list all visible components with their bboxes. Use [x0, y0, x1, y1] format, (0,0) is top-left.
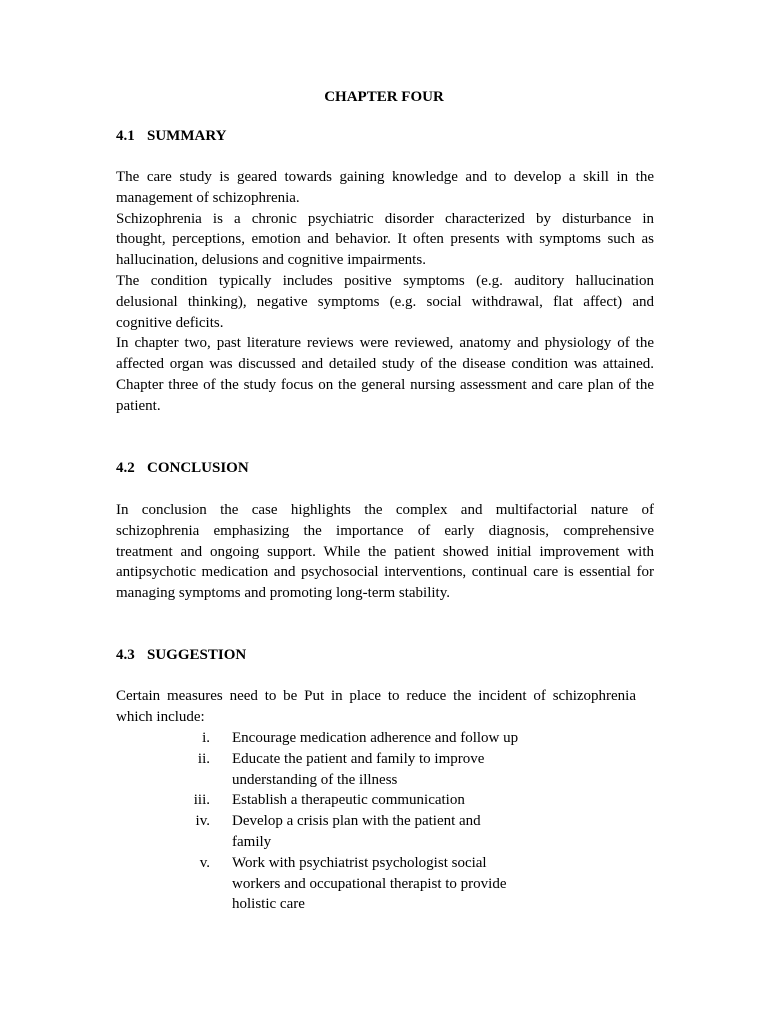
conclusion-paragraph [116, 500, 654, 604]
conclusion-line: In conclusion the case highlights the complex and multifactorial nature of [116, 502, 654, 518]
summary-heading [116, 126, 226, 146]
list-item [116, 749, 676, 791]
list-numeral: v. [199, 854, 210, 871]
summary-line: hallucination, delusions and cognitive impairments. [116, 252, 426, 269]
summary-line: Chapter three of the study focus on the general nursing assessment and care plan of the [116, 376, 654, 393]
list-item [116, 811, 676, 853]
conclusion-title: CONCLUSION [147, 460, 249, 476]
suggestion-heading [116, 645, 246, 665]
suggestion-intro-line: Certain measures need to be Put in place to reduce the incident of schizophrenia [116, 688, 636, 704]
summary-line: affected organ was discussed and detailed study of the disease condition was attained. [116, 356, 654, 373]
conclusion-heading [116, 458, 249, 478]
list-item-text: Develop a crisis plan with the patient and family [232, 813, 481, 850]
summary-line: In chapter two, past literature reviews were reviewed, anatomy and physiology of the [116, 335, 654, 352]
list-item-text: Work with psychiatrist psychologist social workers and occupational therapist to provide holistic care [232, 854, 507, 913]
summary-line: cognitive deficits. [116, 314, 224, 331]
summary-line: Schizophrenia is a chronic psychiatric disorder characterized by disturbance in [116, 210, 654, 227]
suggestion-intro-line: which include: [116, 708, 205, 725]
suggestion-intro [116, 686, 636, 728]
suggestion-number: 4.3 [116, 647, 135, 663]
list-item-text: Educate the patient and family to improve understanding of the illness [232, 750, 485, 788]
list-item [116, 853, 676, 915]
summary-line: management of schizophrenia. [116, 189, 300, 206]
summary-paragraph [116, 167, 654, 417]
conclusion-line: managing symptoms and promoting long-term stability. [116, 585, 450, 602]
list-item [116, 728, 676, 749]
conclusion-line: schizophrenia emphasizing the importance of early diagnosis, comprehensive [116, 522, 654, 539]
list-item-text: Establish a therapeutic communication [232, 792, 465, 809]
summary-line: patient. [116, 397, 161, 414]
summary-number: 4.1 [116, 128, 135, 144]
conclusion-line: treatment and ongoing support. While the patient showed initial improvement with [116, 543, 654, 560]
summary-line: The care study is geared towards gaining knowledge and to develop a skill in the [116, 169, 654, 185]
conclusion-number: 4.2 [116, 460, 135, 476]
suggestion-title: SUGGESTION [147, 647, 247, 663]
summary-line: delusional thinking), negative symptoms (e.g. social withdrawal, flat affect) and [116, 293, 654, 310]
list-numeral: i. [202, 730, 210, 746]
list-numeral: ii. [197, 750, 210, 767]
suggestion-list [116, 728, 676, 915]
list-item-text: Encourage medication adherence and follow up [232, 730, 519, 746]
list-item [116, 790, 676, 811]
list-numeral: iii. [193, 792, 210, 809]
conclusion-line: antipsychotic medication and psychosocial interventions, continual care is essential for [116, 564, 654, 581]
summary-line: thought, perceptions, emotion and behavior. It often presents with symptoms such as [116, 231, 654, 248]
chapter-title: CHAPTER FOUR [324, 89, 444, 105]
summary-line: The condition typically includes positive symptoms (e.g. auditory hallucination [116, 272, 654, 289]
summary-title: SUMMARY [147, 128, 227, 144]
list-numeral: iv. [195, 813, 210, 830]
